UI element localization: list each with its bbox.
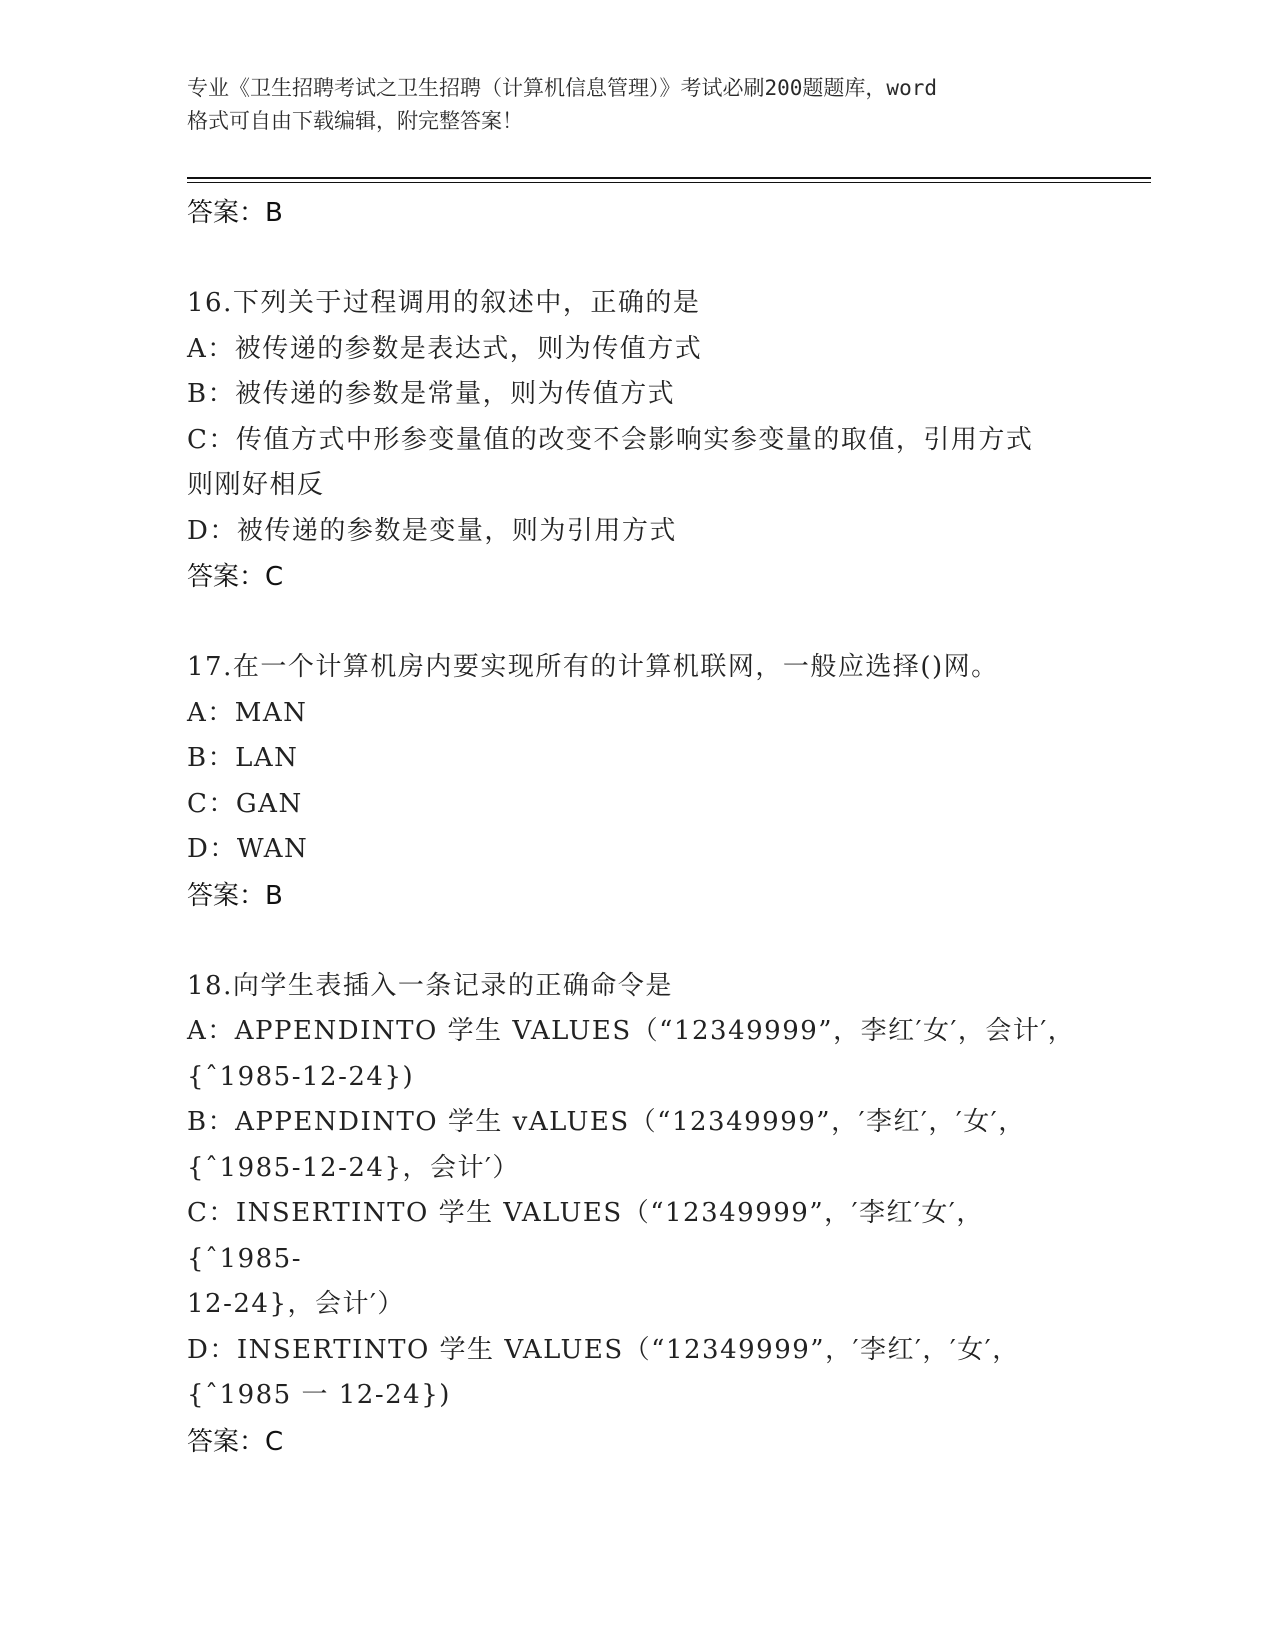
previous-answer: 答案：B: [187, 198, 283, 228]
answer: 答案：B: [187, 880, 283, 911]
answer: 答案：C: [187, 1426, 284, 1457]
header-rule-thin: [187, 182, 1151, 183]
option-c-continued: 12-24}，会计′）: [187, 1289, 405, 1319]
option-c-continued: 则刚好相反: [187, 470, 325, 500]
option-d-continued: {ˆ1985 一 12-24}): [187, 1380, 451, 1410]
header-line-2: 格式可自由下载编辑，附完整答案！: [187, 109, 523, 133]
answer: 答案：C: [187, 562, 284, 592]
option-a: A：APPENDINTO 学生 VALUES（“12349999”，李红′女′，会计′，: [187, 1016, 1076, 1046]
option-a-continued: {ˆ1985-12-24}): [187, 1061, 415, 1092]
question-title: 18.向学生表插入一条记录的正确命令是: [187, 970, 673, 1001]
question-list: [187, 190, 1087, 1465]
question-16: [187, 281, 1087, 600]
header-line-1: 专业《卫生招聘考试之卫生招聘（计算机信息管理）》考试必刷200题题库，word: [187, 76, 937, 100]
option-b: B：被传递的参数是常量，则为传值方式: [187, 379, 676, 409]
option-a: A：被传递的参数是表达式，则为传值方式: [187, 333, 703, 364]
option-c: C：传值方式中形参变量值的改变不会影响实参变量的取值，引用方式: [187, 424, 1034, 455]
question-18: [187, 964, 1087, 1465]
option-c: C：INSERTINTO 学生 VALUES（“12349999”，′李红′女′，{ˆ1985-: [187, 1198, 984, 1274]
question-title: 16.下列关于过程调用的叙述中，正确的是: [187, 288, 701, 318]
document-header: [187, 72, 1087, 138]
option-a: A：MAN: [187, 697, 308, 728]
header-rule-thick: [187, 177, 1151, 179]
option-b-continued: {ˆ1985-12-24}，会计′）: [187, 1152, 520, 1183]
option-d: D：INSERTINTO 学生 VALUES（“12349999”，′李红′，′女′，: [187, 1334, 1020, 1365]
option-b: B：APPENDINTO 学生 vALUES（“12349999”，′李红′，′女′，: [187, 1107, 1026, 1137]
option-c: C：GAN: [187, 788, 303, 819]
question-17: [187, 645, 1087, 919]
option-d: D：WAN: [187, 834, 309, 864]
question-title: 17.在一个计算机房内要实现所有的计算机联网，一般应选择()网。: [187, 652, 999, 682]
option-d: D：被传递的参数是变量，则为引用方式: [187, 515, 677, 546]
option-b: B：LAN: [187, 743, 299, 773]
